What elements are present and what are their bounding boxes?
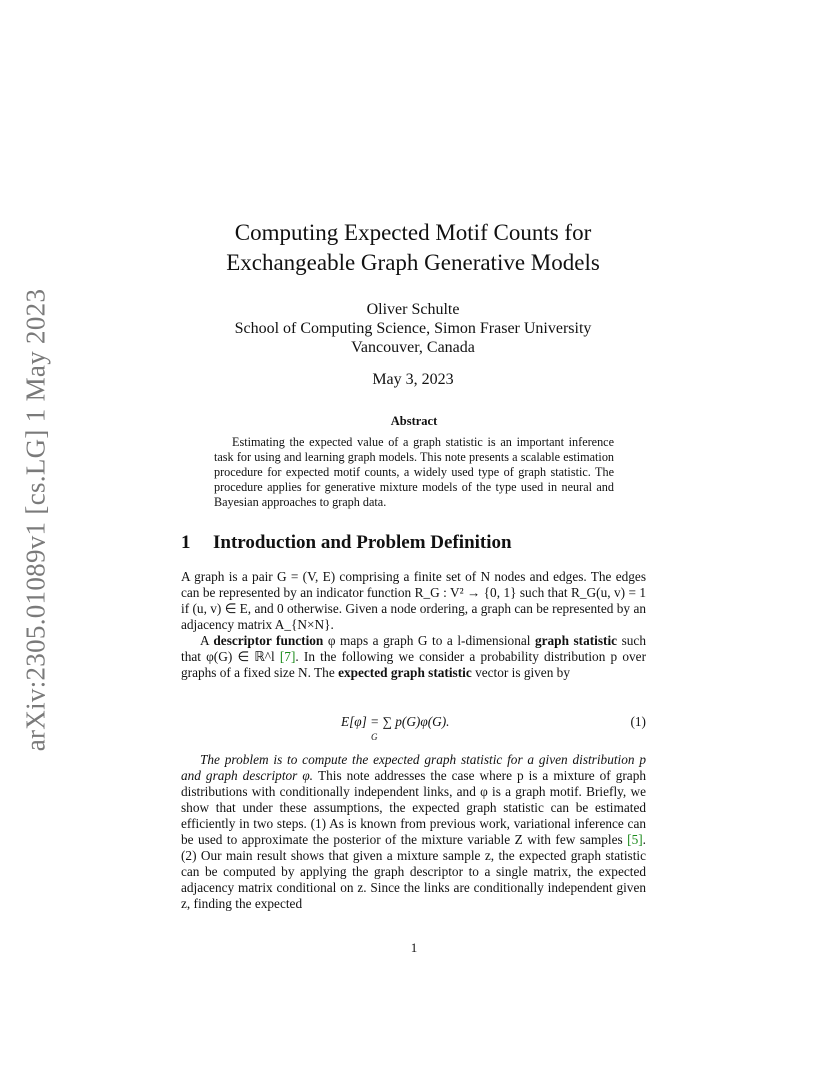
section-title: Introduction and Problem Definition <box>213 532 512 553</box>
equation-number: (1) <box>630 714 646 729</box>
paragraph-1-text: A graph is a pair G = (V, E) comprising a finite set of N nodes and edges. The edges can be represented by an indicator function R_G : V² → {0, 1} such that R_G(u, v) = 1 if (u, v) ∈ E, and 0 otherwise. Given a node ordering, a graph can be represented by an adjacency matrix A_{N×N}. <box>181 569 646 632</box>
author-location: Vancouver, Canada <box>351 339 475 356</box>
p2-segment-4: . In the following we consider a probability distribution p over graphs of a fixed size N. The <box>181 649 646 680</box>
author-affiliation: School of Computing Science, Simon Fraser University <box>234 320 592 337</box>
paragraph-3 <box>181 752 646 912</box>
p3-segment-1: This note addresses the case where p is a mixture of graph distributions with conditionally independent links, and φ is a graph motif. Briefly, we show that under these assumptions, the expected graph statistic can be estimated efficiently in two steps. (1) As is known from previous work, variational inference can be used to approximate the posterior of the mixture variable Z with few samples <box>181 768 646 847</box>
p2-segment-1: A <box>200 633 214 648</box>
equation-expression: E[φ] = ∑ p(G)φ(G). <box>341 714 450 729</box>
p2-bold-graph-statistic: graph statistic <box>534 633 618 648</box>
title-line-2: Exchangeable Graph Generative Models <box>226 250 600 275</box>
abstract-text: Estimating the expected value of a graph statistic is an important inference task for using and learning graph models. This note presents a scalable estimation procedure for expected motif counts, a widely used type of graph statistic. The procedure applies for generative mixture models of the type used in neural and Bayesian approaches to graph data. <box>214 435 614 509</box>
arxiv-identifier-text: arXiv:2305.01089v1 [cs.LG] 1 May 2023 <box>20 288 51 752</box>
author-block <box>180 300 646 357</box>
p3-problem-statement: The problem is to compute the expected graph statistic for a given distribution p and graph descriptor φ. <box>181 752 646 783</box>
paper-title <box>180 218 646 278</box>
section-number: 1 <box>181 532 191 553</box>
arxiv-identifier <box>14 288 58 752</box>
abstract <box>214 414 614 510</box>
paragraph-2-text <box>181 633 646 681</box>
title-line-1: Computing Expected Motif Counts for <box>234 220 592 245</box>
p2-bold-expected-graph-statistic: expected graph statistic <box>338 665 472 680</box>
citation-link-7[interactable]: [7] <box>279 649 296 664</box>
paper-date: May 3, 2023 <box>372 371 454 388</box>
author-name: Oliver Schulte <box>366 301 460 318</box>
equation-sum-subscript: G <box>371 732 378 742</box>
p2-bold-descriptor-function: descriptor function <box>213 633 324 648</box>
p2-segment-3: such that φ(G) ∈ ℝ^l <box>181 633 646 664</box>
citation-link-5[interactable]: [5] <box>627 832 643 847</box>
paragraph-3-text <box>181 752 646 912</box>
section-heading <box>181 532 512 554</box>
equation-1 <box>181 712 646 744</box>
p2-segment-5: vector is given by <box>471 665 570 680</box>
p3-segment-2: . (2) Our main result shows that given a mixture sample z, the expected graph statistic can be computed by applying the graph descriptor to a single matrix, the expected adjacency matrix conditional on z. Since the links are conditionally independent given z, finding the expected <box>181 832 646 911</box>
abstract-heading: Abstract <box>390 414 438 428</box>
paragraph-1 <box>181 569 646 633</box>
paragraph-2 <box>181 633 646 681</box>
p2-segment-2: φ maps a graph G to a l-dimensional <box>323 633 535 648</box>
page-number: 1 <box>410 940 418 955</box>
title-block <box>180 218 646 389</box>
